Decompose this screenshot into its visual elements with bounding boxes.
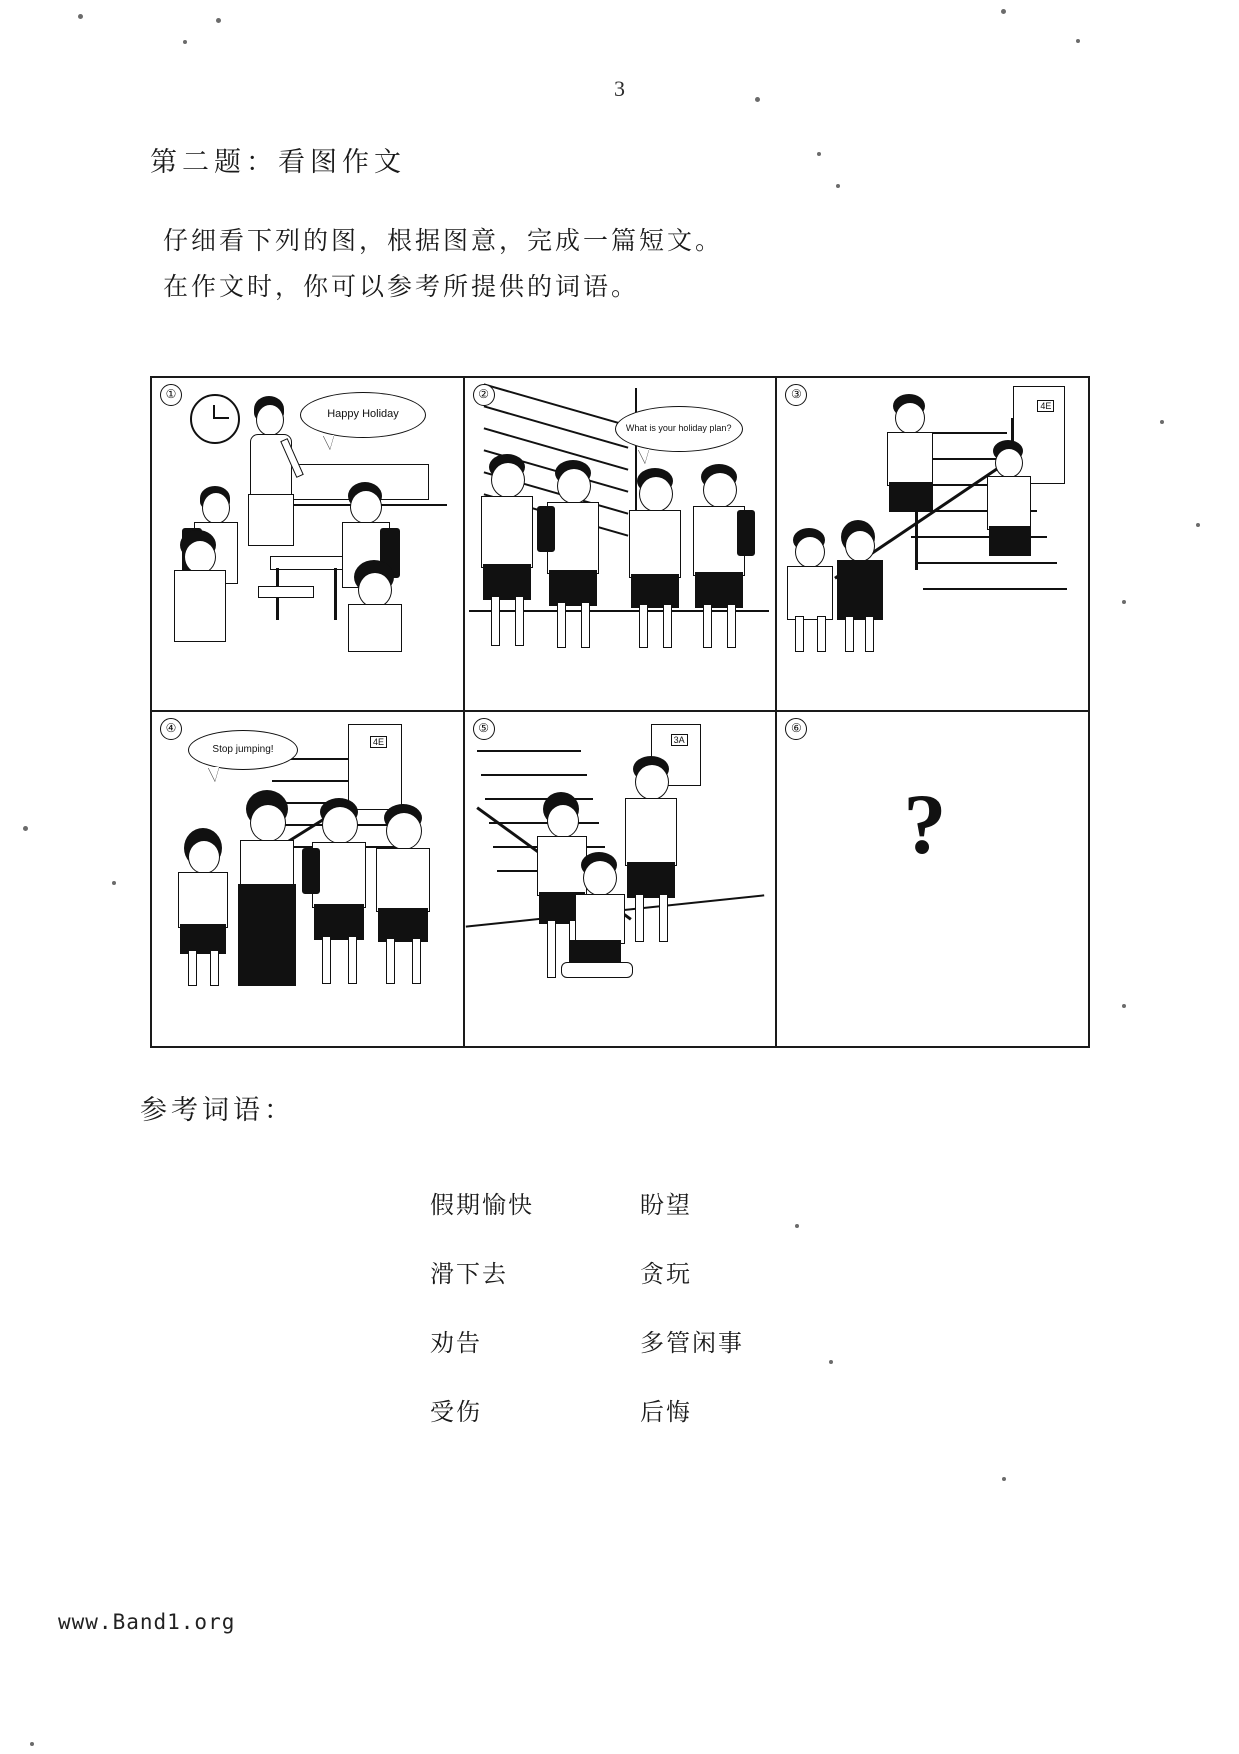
- student-head: [202, 492, 230, 524]
- speech-bubble: What is your holiday plan?: [615, 406, 743, 452]
- girl-leg: [188, 950, 197, 986]
- scan-speck: [23, 826, 28, 831]
- scan-speck: [836, 184, 840, 188]
- scan-speck: [1160, 420, 1164, 424]
- boy-shorts: [631, 574, 679, 608]
- page-number: 3: [614, 76, 625, 101]
- stair-step: [481, 774, 587, 776]
- girl-skirt: [238, 884, 296, 986]
- stair-step: [917, 562, 1057, 564]
- boy-head: [491, 462, 525, 498]
- vocabulary-word: 劝告: [430, 1329, 482, 1357]
- boy-leg: [795, 616, 804, 652]
- question-mark: ?: [903, 776, 947, 872]
- injured-boy-leg: [561, 962, 633, 978]
- girl-leg: [547, 920, 556, 978]
- boy-leg: [348, 936, 357, 984]
- scan-speck: [1122, 600, 1126, 604]
- comic-panel-6: [777, 712, 1088, 1046]
- comic-panel-3: [777, 378, 1088, 710]
- panel-number: ⑤: [473, 718, 495, 740]
- boy-leg: [557, 602, 566, 648]
- girl-body: [837, 560, 883, 620]
- vocabulary-word: 后悔: [640, 1398, 692, 1426]
- boy-head: [386, 812, 422, 850]
- stair-line: [483, 405, 628, 448]
- stair-step: [489, 822, 599, 824]
- boy-head: [635, 764, 669, 800]
- scan-speck: [1001, 9, 1006, 14]
- scan-speck: [78, 14, 83, 19]
- floor-line: [469, 610, 769, 612]
- vocabulary-row: [430, 1185, 870, 1220]
- boy-body: [625, 798, 677, 866]
- boy-leg: [817, 616, 826, 652]
- door-label: 3A: [671, 734, 688, 746]
- boy-shorts: [889, 482, 933, 512]
- scan-speck: [112, 881, 116, 885]
- panel-number: ①: [160, 384, 182, 406]
- stair-step: [923, 588, 1067, 590]
- scan-speck: [1002, 1477, 1006, 1481]
- boy-head: [557, 468, 591, 504]
- comic-panel-4: [152, 712, 465, 1046]
- instruction-block: [163, 218, 723, 310]
- vocabulary-word: 贪玩: [640, 1260, 692, 1288]
- comic-panel-5: [465, 712, 778, 1046]
- injured-boy-body: [575, 894, 625, 944]
- injured-boy-head: [583, 860, 617, 896]
- scan-speck: [30, 1742, 34, 1746]
- boy-shorts: [378, 908, 428, 942]
- scan-speck: [1076, 39, 1080, 43]
- door-label: 4E: [1037, 400, 1054, 412]
- boy-leg: [515, 596, 524, 646]
- door-label: 4E: [370, 736, 387, 748]
- comic-row-top: [152, 378, 1088, 712]
- stair-step: [477, 750, 581, 752]
- vocabulary-heading: 参考词语：: [140, 1095, 295, 1126]
- backpack: [302, 848, 320, 894]
- boy-head: [895, 402, 925, 434]
- boy-shorts: [627, 862, 675, 898]
- vocabulary-word: 多管闲事: [640, 1329, 744, 1357]
- panel-number: ②: [473, 384, 495, 406]
- teacher-skirt: [248, 494, 294, 546]
- page-title: 第二题：看图作文: [150, 147, 406, 178]
- backpack: [737, 510, 755, 556]
- instruction-line-2: 在作文时，你可以参考所提供的词语。: [163, 272, 640, 301]
- comic-panel-1: [152, 378, 465, 710]
- girl-head: [547, 804, 579, 838]
- girl-skirt: [180, 924, 226, 954]
- vocabulary-word: 盼望: [640, 1191, 692, 1219]
- scan-speck: [1122, 1004, 1126, 1008]
- girl-body: [240, 840, 294, 888]
- boy-body: [312, 842, 366, 908]
- vocabulary-row: [430, 1392, 870, 1427]
- comic-strip: [150, 376, 1090, 1048]
- vocabulary-word: 滑下去: [430, 1260, 508, 1288]
- girl-body: [178, 872, 228, 928]
- student-body: [348, 604, 402, 652]
- girl-leg: [210, 950, 219, 986]
- student-head: [358, 572, 392, 608]
- girl-leg: [865, 616, 874, 652]
- boy-leg: [491, 596, 500, 646]
- boy-body: [629, 510, 681, 578]
- student-body: [174, 570, 226, 642]
- boy-shorts: [549, 570, 597, 606]
- boy-shorts: [989, 526, 1031, 556]
- girl-head: [188, 840, 220, 874]
- boy-leg: [581, 602, 590, 648]
- boy-head: [639, 476, 673, 512]
- boy-leg: [659, 894, 668, 942]
- panel-number: ⑥: [785, 718, 807, 740]
- desk: [270, 556, 344, 570]
- boy-head: [703, 472, 737, 508]
- boy-leg: [663, 604, 672, 648]
- boy-leg: [727, 604, 736, 648]
- boy-body: [481, 496, 533, 568]
- boy-shorts: [695, 572, 743, 608]
- scan-speck: [216, 18, 221, 23]
- boy-leg: [703, 604, 712, 648]
- girl-body: [537, 836, 587, 896]
- boy-head: [795, 536, 825, 568]
- vocabulary-row: [430, 1254, 870, 1289]
- boy-leg: [412, 938, 421, 984]
- panel-number: ③: [785, 384, 807, 406]
- boy-shorts: [483, 564, 531, 600]
- boy-leg: [322, 936, 331, 984]
- stair-line: [483, 383, 628, 426]
- boy-body: [787, 566, 833, 620]
- boy-leg: [635, 894, 644, 942]
- boy-leg: [639, 604, 648, 648]
- boy-head: [322, 806, 358, 844]
- panel-number: ④: [160, 718, 182, 740]
- vocabulary-row: [430, 1323, 870, 1358]
- girl-head: [250, 804, 286, 842]
- backpack: [537, 506, 555, 552]
- student-head: [184, 540, 216, 574]
- girl-leg: [845, 616, 854, 652]
- footer-watermark: www.Band1.org: [58, 1610, 236, 1634]
- vocabulary-word: 假期愉快: [430, 1191, 534, 1219]
- instruction-line-1: 仔细看下列的图，根据图意，完成一篇短文。: [163, 226, 724, 255]
- scan-speck: [1196, 523, 1200, 527]
- boy-body: [987, 476, 1031, 530]
- desk-leg: [334, 568, 337, 620]
- boy-shorts: [314, 904, 364, 940]
- boy-leg: [386, 938, 395, 984]
- teacher-head: [256, 404, 284, 436]
- comic-panel-2: [465, 378, 778, 710]
- comic-row-bottom: [152, 712, 1088, 1046]
- vocabulary-word: 受伤: [430, 1398, 482, 1426]
- girl-head: [845, 530, 875, 562]
- wall-clock-icon: [190, 394, 240, 444]
- scan-speck: [817, 152, 821, 156]
- boy-body: [887, 432, 933, 486]
- vocabulary-table: [430, 1185, 870, 1461]
- speech-bubble: Stop jumping!: [188, 730, 298, 770]
- chair: [258, 586, 314, 598]
- boy-body: [376, 848, 430, 912]
- student-head: [350, 490, 382, 524]
- speech-bubble: Happy Holiday: [300, 392, 426, 438]
- scan-speck: [183, 40, 187, 44]
